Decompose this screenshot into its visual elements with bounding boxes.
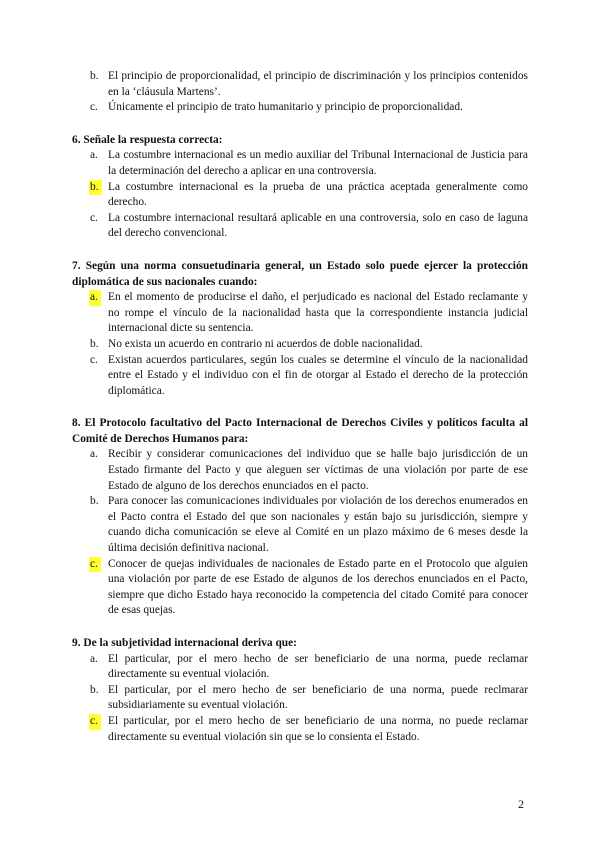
answer-option — [72, 652, 528, 683]
option-text: Recibir y considerar comunicaciones del individuo que se halle bajo jurisdicción de un Estado firmante del Pacto y que aleguen ser víctimas de una violación por parte de ese Estado de alguno de los derechos enunciados en el pacto. — [108, 448, 528, 492]
option-text: Únicamente el principio de trato humanitario y principio de proporcionalidad. — [108, 101, 463, 114]
option-text: El particular, por el mero hecho de ser beneficiario de una norma, no puede reclamar directamente su eventual violación sin que se lo consienta el Estado. — [108, 714, 528, 743]
option-text: Conocer de quejas individuales de nacionales de Estado parte en el Protocolo que alguien una violación por parte de ese Estado de algunos de los derechos enunciados en el Pacto, siempre que dicho Estado haya reconocido la competencia del citado Comité para conocer de esas quejas. — [108, 557, 528, 617]
highlighted-option-letter — [72, 180, 108, 196]
highlighted-option-letter — [72, 290, 108, 306]
option-letter-text: c. — [89, 557, 101, 573]
highlighted-option-letter — [72, 557, 108, 573]
option-letter — [72, 447, 108, 463]
option-text: El particular, por el mero hecho de ser beneficiario de una norma, puede reclamar directamente su eventual violación. — [108, 652, 528, 681]
option-letter-text: b. — [90, 495, 99, 508]
option-text: El particular, por el mero hecho de ser beneficiario de una norma, puede reclmarar subsidiariamente su eventual violación. — [108, 683, 528, 712]
answer-option — [72, 557, 528, 619]
option-letter — [72, 100, 108, 116]
highlighted-option-letter — [72, 714, 108, 730]
option-text: La costumbre internacional es un medio auxiliar del Tribunal Internacional de Justicia para la determinación del derecho a aplicar en una controversia. — [108, 149, 528, 177]
answer-option — [72, 494, 528, 556]
question-block — [72, 416, 528, 619]
answer-option — [72, 714, 528, 745]
option-text: Para conocer las comunicaciones individuales por violación de los derechos enumerados en el Pacto contra el Estado del que son nacionales y están bajo su jurisdicción, siempre y cuando dicha comunicación se eleve al Comité en un plazo máximo de 6 meses desde la última decisión definitiva nacional. — [108, 495, 528, 555]
option-letter-text: c. — [90, 353, 98, 366]
answer-option — [72, 100, 528, 116]
option-text: En el momento de producirse el daño, el perjudicado es nacional del Estado reclamante y no rompe el vínculo de la nacionalidad hasta que la correspondiente instancia judicial internacional dicte su sentencia. — [108, 291, 528, 335]
question-title: 9. De la subjetividad internacional deriva que: — [72, 637, 297, 649]
option-letter-text: c. — [89, 714, 101, 730]
option-letter — [72, 683, 108, 699]
option-text: La costumbre internacional es la prueba de una práctica aceptada generalmente como derecho. — [108, 180, 528, 209]
answer-option — [72, 148, 528, 179]
answer-option — [72, 211, 528, 242]
answer-option — [72, 290, 528, 337]
option-letter — [72, 337, 108, 353]
option-letter — [72, 494, 108, 510]
option-letter-text: b. — [90, 683, 99, 696]
question-block — [72, 69, 528, 116]
option-letter — [72, 652, 108, 668]
question-title: 6. Señale la respuesta correcta: — [72, 133, 223, 146]
question-title: 7. Según una norma consuetudinaria general, un Estado solo puede ejercer la protección diplomática de sus nacionales cuando: — [72, 259, 528, 288]
question-block — [72, 133, 528, 242]
question-title: 8. El Protocolo facultativo del Pacto Internacional de Derechos Civiles y políticos faculta al Comité de Derechos Humanos para: — [72, 417, 528, 445]
question-block — [72, 259, 528, 399]
option-text: Existan acuerdos particulares, según los cuales se determine el vínculo de la nacionalidad entre el Estado y el individuo con el fin de otorgar al Estado el derecho de la protección diplomática. — [108, 353, 528, 397]
option-letter-text: a. — [90, 652, 98, 665]
option-letter-text: a. — [90, 149, 98, 162]
question-list — [72, 69, 528, 745]
option-text: La costumbre internacional resultará aplicable en una controversia, solo en caso de laguna del derecho convencional. — [108, 211, 528, 240]
option-letter-text: a. — [89, 290, 101, 306]
option-letter — [72, 69, 108, 85]
answer-option — [72, 353, 528, 400]
question-block — [72, 636, 528, 745]
answer-option — [72, 337, 528, 353]
answer-option — [72, 683, 528, 714]
answer-option — [72, 447, 528, 494]
option-letter-text: b. — [90, 70, 99, 82]
answer-option — [72, 69, 528, 100]
page-number: 2 — [518, 797, 524, 811]
option-letter-text: c. — [90, 211, 98, 224]
option-letter — [72, 353, 108, 369]
option-letter-text: a. — [90, 448, 98, 461]
option-text: El principio de proporcionalidad, el principio de discriminación y los principios contenidos en la ‘cláusula Martens’. — [108, 70, 528, 98]
option-letter — [72, 211, 108, 227]
option-letter — [72, 148, 108, 164]
option-letter-text: b. — [90, 337, 99, 350]
answer-option — [72, 180, 528, 211]
option-letter-text: c. — [90, 101, 98, 114]
option-letter-text: b. — [89, 180, 102, 196]
option-text: No exista un acuerdo en contrario ni acuerdos de doble nacionalidad. — [108, 337, 423, 350]
